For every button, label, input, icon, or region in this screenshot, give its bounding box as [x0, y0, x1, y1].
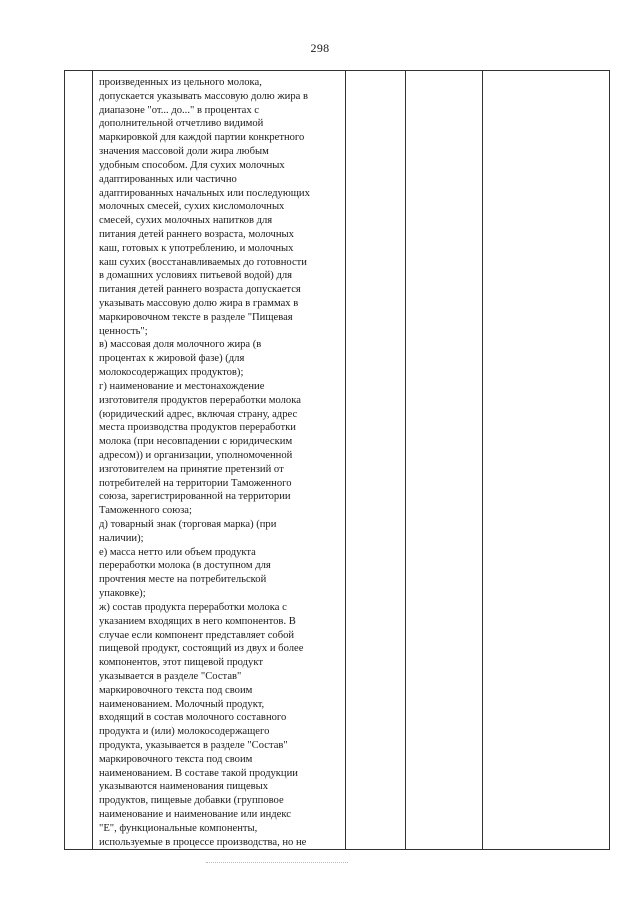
text-line: используемые в процессе производства, но не: [99, 836, 307, 848]
text-line: диапазоне "от... до..." в процентах с: [99, 104, 260, 116]
text-line: каш сухих (восстанавливаемых до готовности: [99, 256, 307, 268]
text-line: потребителей на территории Таможенного: [99, 477, 292, 489]
requirements-text-cell: [99, 76, 345, 850]
text-line: значения массовой доли жира любым: [99, 146, 269, 158]
text-line: изготовителем на принятие претензий от: [99, 463, 284, 475]
text-line: указывается в разделе "Состав": [99, 670, 242, 682]
text-line: пищевой продукт, состоящий из двух и более: [99, 643, 304, 655]
text-line: смесей, сухих молочных напитков для: [99, 215, 273, 227]
text-line: питания детей раннего возраста, молочных: [99, 228, 294, 240]
text-line: в) массовая доля молочного жира (в: [99, 339, 262, 351]
text-line: наименованием. Молочный продукт,: [99, 698, 265, 710]
text-line: маркировкой для каждой партии конкретного: [99, 132, 305, 144]
text-line: указанием входящих в него компонентов. В: [99, 615, 296, 627]
text-line: ж) состав продукта переработки молока с: [99, 601, 287, 613]
text-line: питания детей раннего возраста допускается: [99, 284, 301, 296]
page-number: 298: [310, 41, 330, 55]
column-divider-4: [482, 71, 483, 849]
column-divider-3: [405, 71, 406, 849]
text-line: переработки молока (в доступном для: [99, 560, 271, 572]
text-line: прочтения месте на потребительской: [99, 574, 267, 586]
text-line: г) наименование и местонахождение: [99, 380, 265, 392]
text-line: Таможенного союза;: [99, 505, 192, 517]
text-line: допускается указывать массовую долю жира в: [99, 90, 308, 102]
text-line: наличии);: [99, 532, 144, 544]
text-line: изготовителя продуктов переработки молока: [99, 394, 301, 406]
text-line: ценность";: [99, 325, 148, 337]
text-line: е) масса нетто или объем продукта: [99, 546, 256, 558]
text-line: "Е", функциональные компоненты,: [99, 822, 258, 834]
text-line: союза, зарегистрированной на территории: [99, 491, 291, 503]
text-line: каш, готовых к употреблению, и молочных: [99, 242, 294, 254]
text-line: наименование и наименование или индекс: [99, 809, 291, 821]
text-line: произведенных из цельного молока,: [99, 77, 262, 88]
text-line: продукта, указывается в разделе "Состав": [99, 740, 288, 751]
text-line: удобным способом. Для сухих молочных: [99, 159, 285, 171]
bottom-mark: [206, 862, 348, 863]
text-line: д) товарный знак (торговая марка) (при: [99, 519, 277, 530]
text-line: указываются наименования пищевых: [99, 781, 269, 793]
text-line: (юридический адрес, включая страну, адрес: [99, 408, 298, 420]
text-line: молочных смесей, сухих кисломолочных: [99, 201, 285, 213]
regulation-table: [64, 70, 610, 850]
text-line: продуктов, пищевые добавки (групповое: [99, 795, 284, 807]
text-line: упаковке);: [99, 588, 146, 600]
text-line: молокосодержащих продуктов);: [99, 367, 244, 379]
text-line: маркировочного текста под своим: [99, 684, 253, 696]
text-line: процентах к жировой фазе) (для: [99, 353, 245, 365]
text-line: входящий в состав молочного составного: [99, 712, 287, 724]
text-line: места производства продуктов переработки: [99, 422, 296, 434]
column-divider-2: [345, 71, 346, 849]
text-line: маркировочного текста под своим: [99, 753, 253, 765]
text-line: наименованием. В составе такой продукции: [99, 767, 298, 779]
text-line: адаптированных начальных или последующих: [99, 187, 310, 199]
text-line: случае если компонент представляет собой: [99, 629, 295, 641]
text-line: компонентов, этот пищевой продукт: [99, 657, 263, 669]
text-line: указывать массовую долю жира в граммах в: [99, 298, 299, 309]
text-line: в домашних условиях питьевой водой) для: [99, 270, 293, 282]
text-line: дополнительной отчетливо видимой: [99, 118, 264, 130]
text-line: продукта и (или) молокосодержащего: [99, 726, 270, 738]
text-line: адресом)) и организации, уполномоченной: [99, 449, 293, 461]
text-line: адаптированных или частично: [99, 173, 237, 185]
text-line: маркировочном тексте в разделе "Пищевая: [99, 311, 293, 323]
column-divider-1: [92, 71, 93, 849]
text-line: молока (при несовпадении с юридическим: [99, 436, 293, 448]
